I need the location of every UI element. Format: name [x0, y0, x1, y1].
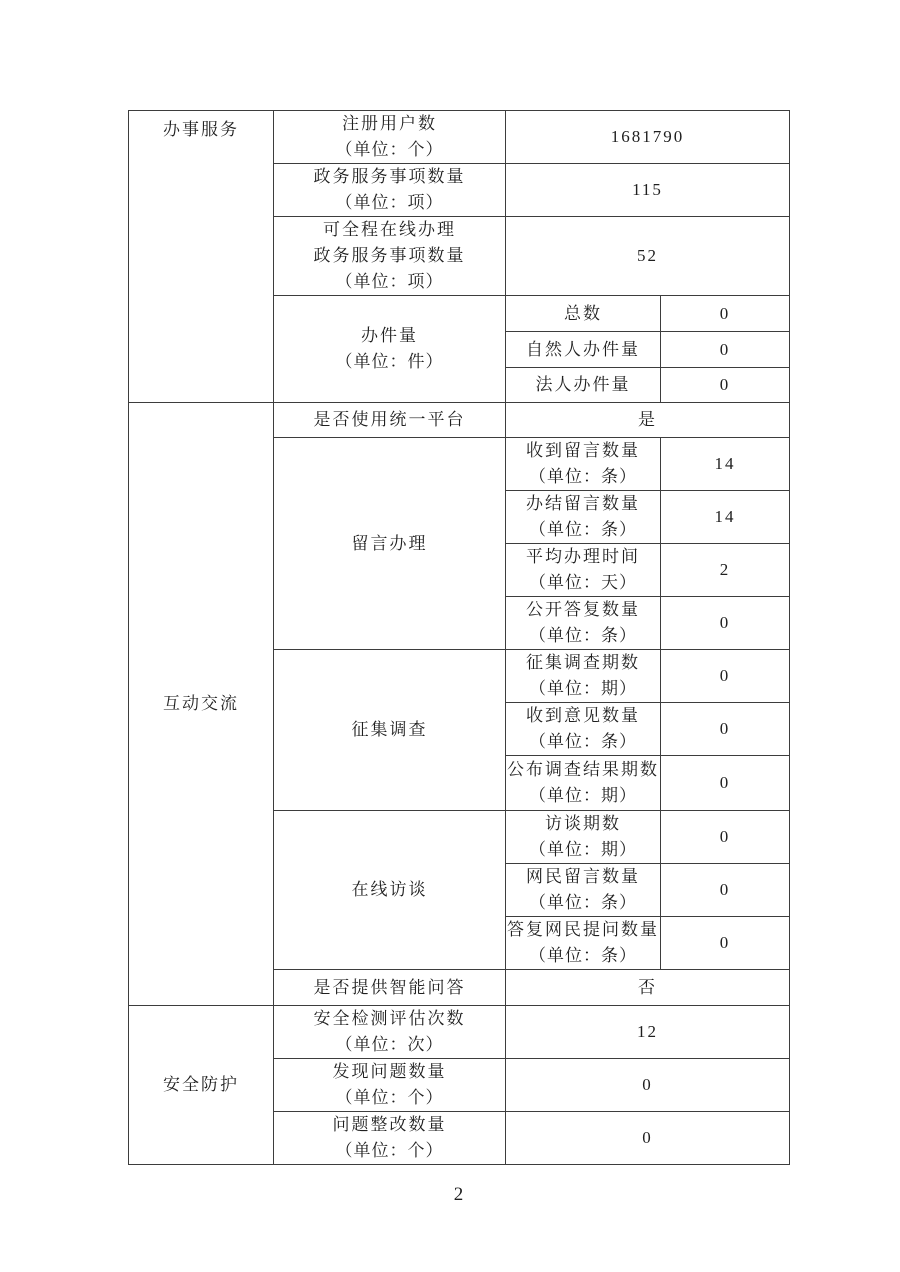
item-label: 办结留言数量: [526, 494, 640, 513]
statistics-table: [128, 110, 790, 1165]
label-cell-interview: 在线访谈: [274, 811, 506, 970]
label-cell-service-items: [274, 164, 506, 217]
item-unit: （单位：项）: [335, 272, 444, 291]
sublabel-cell-results-published: [506, 756, 661, 811]
value-cell-survey-issues: 0: [661, 650, 790, 703]
sublabel-cell-opinions-received: [506, 703, 661, 756]
category-label: 互动交流: [163, 694, 239, 713]
value-cell-interview-issues: 0: [661, 811, 790, 864]
value-cell-netizen-messages: 0: [661, 864, 790, 917]
value-cell-results-published: 0: [661, 756, 790, 811]
item-unit: （单位：个）: [335, 140, 444, 159]
value-cell-security-checks: 12: [506, 1006, 790, 1059]
category-cell-interaction: [129, 403, 274, 1006]
label-cell-problems-found: [274, 1059, 506, 1112]
item-unit: （单位：个）: [335, 1141, 444, 1160]
item-label: 网民留言数量: [526, 867, 640, 886]
item-unit: （单位：条）: [529, 467, 637, 486]
category-cell-service: [129, 111, 274, 403]
item-label: 发现问题数量: [332, 1062, 447, 1081]
item-unit: （单位：个）: [335, 1088, 444, 1107]
item-unit: （单位：次）: [335, 1035, 444, 1054]
item-label: 访谈期数: [545, 814, 621, 833]
table-row: [129, 403, 790, 438]
label-cell-unified-platform: 是否使用统一平台: [274, 403, 506, 438]
label-cell-message-handling: 留言办理: [274, 438, 506, 650]
item-unit: （单位：期）: [529, 679, 637, 698]
value-cell-messages-resolved: 14: [661, 491, 790, 544]
category-cell-security: [129, 1006, 274, 1165]
value-cell-registered-users: 1681790: [506, 111, 790, 164]
value-cell-avg-handling-time: 2: [661, 544, 790, 597]
item-unit: （单位：条）: [529, 520, 637, 539]
value-cell-public-replies: 0: [661, 597, 790, 650]
item-unit: （单位：条）: [529, 946, 637, 965]
value-cell-legal-person: 0: [661, 368, 790, 403]
value-cell-opinions-received: 0: [661, 703, 790, 756]
value-cell-problems-found: 0: [506, 1059, 790, 1112]
item-label: 公开答复数量: [526, 600, 640, 619]
item-label: 政务服务事项数量: [313, 167, 466, 186]
sublabel-cell-public-replies: [506, 597, 661, 650]
value-cell-service-items: 115: [506, 164, 790, 217]
item-unit: （单位：件）: [335, 352, 444, 371]
value-cell-problems-fixed: 0: [506, 1112, 790, 1165]
label-cell-case-volume: [274, 296, 506, 403]
item-label: 安全检测评估次数: [313, 1009, 466, 1028]
item-label: 平均办理时间: [526, 547, 640, 566]
value-cell-netizen-replies: 0: [661, 917, 790, 970]
item-unit: （单位：条）: [529, 732, 637, 751]
item-label: 可全程在线办理: [323, 220, 456, 239]
label-cell-registered-users: [274, 111, 506, 164]
item-unit: （单位：期）: [529, 786, 637, 805]
label-cell-problems-fixed: [274, 1112, 506, 1165]
item-label: 收到意见数量: [526, 706, 640, 725]
item-unit: （单位：条）: [529, 893, 637, 912]
page-number: 2: [453, 1184, 464, 1205]
item-unit: （单位：项）: [335, 193, 444, 212]
table-row: [129, 1006, 790, 1059]
item-unit: （单位：天）: [529, 573, 637, 592]
sublabel-cell-natural-person: 自然人办件量: [506, 332, 661, 368]
item-label: 政务服务事项数量: [313, 246, 466, 265]
value-cell-unified-platform: 是: [506, 403, 790, 438]
label-cell-security-checks: [274, 1006, 506, 1059]
value-cell-online-items: 52: [506, 217, 790, 296]
value-cell-smart-qa: 否: [506, 970, 790, 1006]
sublabel-cell-interview-issues: [506, 811, 661, 864]
value-cell-messages-received: 14: [661, 438, 790, 491]
category-label: 办事服务: [163, 120, 239, 139]
item-unit: （单位：期）: [529, 840, 637, 859]
table-row: [129, 111, 790, 164]
item-label: 答复网民提问数量: [507, 920, 659, 939]
sublabel-cell-total: 总数: [506, 296, 661, 332]
sublabel-cell-avg-handling-time: [506, 544, 661, 597]
category-label: 安全防护: [163, 1075, 239, 1094]
item-label: 问题整改数量: [332, 1115, 447, 1134]
value-cell-total: 0: [661, 296, 790, 332]
sublabel-cell-survey-issues: [506, 650, 661, 703]
value-cell-natural-person: 0: [661, 332, 790, 368]
sublabel-cell-messages-resolved: [506, 491, 661, 544]
sublabel-cell-netizen-replies: [506, 917, 661, 970]
sublabel-cell-messages-received: [506, 438, 661, 491]
item-label: 办件量: [361, 326, 418, 345]
item-label: 征集调查期数: [526, 653, 640, 672]
item-label: 收到留言数量: [526, 441, 640, 460]
item-label: 公布调查结果期数: [507, 760, 659, 779]
sublabel-cell-netizen-messages: [506, 864, 661, 917]
label-cell-online-items: [274, 217, 506, 296]
sublabel-cell-legal-person: 法人办件量: [506, 368, 661, 403]
label-cell-smart-qa: 是否提供智能问答: [274, 970, 506, 1006]
item-label: 注册用户数: [342, 114, 437, 133]
item-unit: （单位：条）: [529, 626, 637, 645]
label-cell-survey: 征集调查: [274, 650, 506, 811]
